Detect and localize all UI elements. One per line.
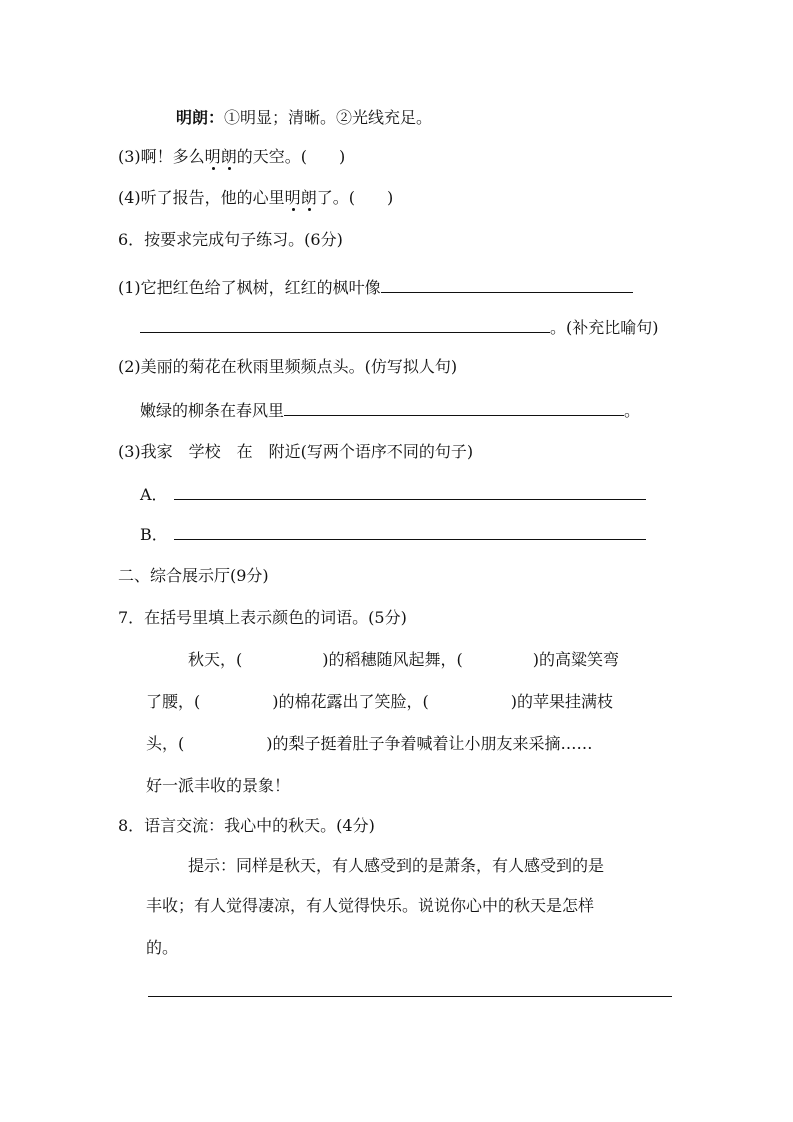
text: (1)它把红色给了枫树，红红的枫叶像 [118, 278, 381, 297]
q6-b [140, 523, 646, 546]
answer-blank[interactable] [174, 483, 646, 500]
text: (3)啊！多么 [118, 147, 205, 166]
text: 了。( ) [316, 188, 394, 207]
q7-line: 好一派丰收的景象！ [146, 776, 291, 795]
q6-title: 6．按要求完成句子练习。(6分) [118, 230, 343, 249]
q6-s1 [118, 276, 633, 299]
q6-a [140, 483, 646, 506]
def-word: 明朗： [176, 108, 225, 127]
text: )的高粱笑弯 [532, 650, 619, 669]
answer-blank[interactable] [140, 316, 550, 333]
text: (4)听了报告，他的心里 [118, 188, 285, 207]
emph-char: 明 [284, 188, 301, 207]
q7-line [146, 733, 593, 755]
emph-char: 明 [204, 147, 221, 166]
q6-s1-cont [140, 316, 659, 339]
q8-line: 丰收；有人觉得凄凉，有人觉得快乐。说说你心中的秋天是怎样 [146, 896, 595, 915]
emph-char: 朗 [220, 147, 237, 166]
definition [176, 107, 432, 129]
q7-line [146, 691, 613, 713]
question-4 [118, 187, 393, 209]
label: A． [140, 485, 168, 504]
q6-s3: (3)我家 学校 在 附近(写两个语序不同的句子) [118, 442, 474, 461]
q6-s2b [140, 399, 640, 422]
answer-blank[interactable] [284, 399, 624, 416]
section-heading: 二、综合展示厅(9分) [118, 566, 269, 585]
q7-title: 7．在括号里填上表示颜色的词语。(5分) [118, 608, 407, 627]
text: )的稻穗随风起舞，( [322, 650, 463, 669]
text: )的棉花露出了笑脸，( [272, 692, 429, 711]
q8-line: 提示：同样是秋天，有人感受到的是萧条，有人感受到的是 [188, 856, 605, 875]
text: 。(补充比喻句) [550, 318, 659, 337]
text: )的苹果挂满枝 [510, 692, 613, 711]
answer-blank[interactable] [381, 276, 633, 293]
q8-title: 8．语言交流：我心中的秋天。(4分) [118, 816, 375, 835]
text: )的梨子挺着肚子争着喊着让小朋友来采摘…… [266, 734, 593, 753]
q8-line: 的。 [146, 938, 179, 957]
text: 嫩绿的柳条在春风里 [140, 401, 285, 420]
emph-char: 朗 [300, 188, 317, 207]
answer-line[interactable] [148, 996, 672, 997]
question-3 [118, 146, 345, 168]
text: 了腰，( [146, 692, 201, 711]
def-meaning: ①明显；清晰。②光线充足。 [224, 108, 433, 127]
text: 头，( [146, 734, 185, 753]
text: 的天空。( ) [236, 147, 346, 166]
q7-line [188, 649, 619, 671]
label: B． [140, 525, 168, 544]
text: 秋天，( [188, 650, 243, 669]
text: 。 [624, 401, 641, 420]
q6-s2: (2)美丽的菊花在秋雨里频频点头。(仿写拟人句) [118, 357, 458, 376]
answer-blank[interactable] [174, 523, 646, 540]
